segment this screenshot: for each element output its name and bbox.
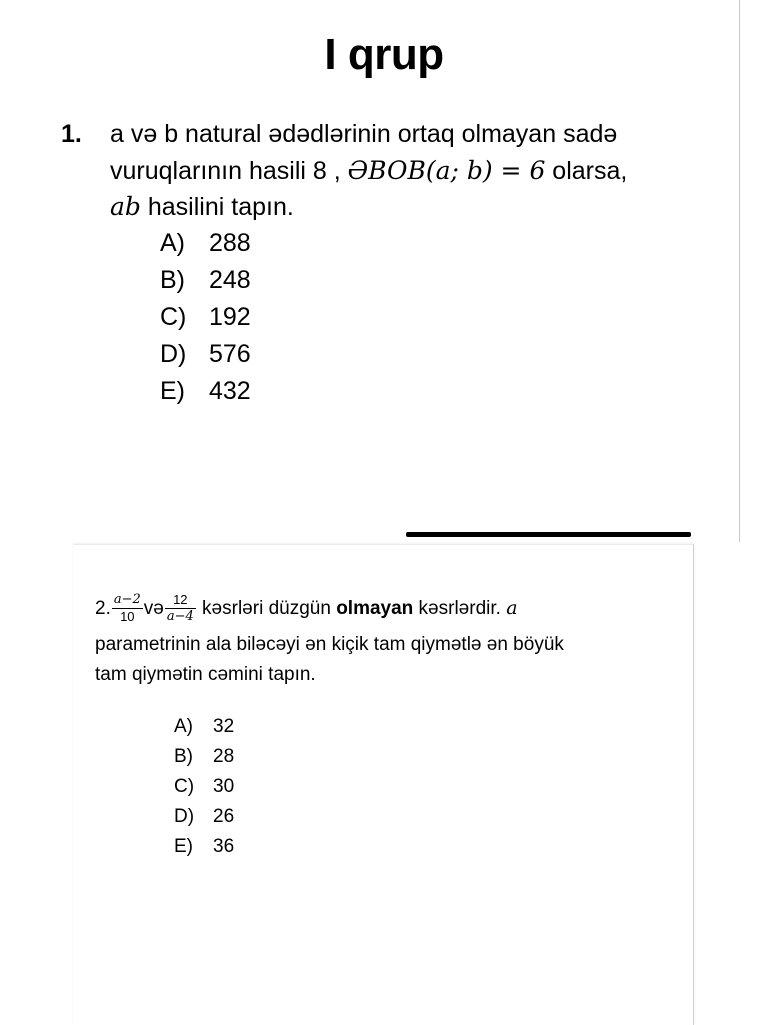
question-2-number: 2. (95, 598, 111, 619)
question-2-emphasis: olmayan (336, 598, 414, 619)
question-2-line-2: parametrinin ala biləcəyi ən kiçik tam qiymətlə ən böyük (95, 634, 564, 655)
question-1-line-3 (110, 190, 294, 224)
question-2-line-1 (95, 586, 518, 631)
fraction-2-denominator: a−4 (166, 609, 194, 625)
question-1-option-c[interactable] (160, 300, 251, 334)
option-value: 248 (209, 266, 251, 294)
question-1-line-2-text: vuruqlarının hasili 8 , (110, 157, 348, 185)
horizontal-divider (406, 532, 691, 537)
option-letter: D) (160, 340, 187, 368)
option-letter: A) (160, 229, 185, 257)
page-title: I qrup (324, 30, 444, 79)
option-letter: A) (174, 716, 193, 737)
question-2-conjunction: və (143, 598, 164, 619)
option-letter: C) (174, 776, 195, 797)
question-2-option-e[interactable] (174, 834, 234, 860)
option-letter: B) (174, 746, 193, 767)
option-value: 192 (209, 303, 251, 331)
fraction-2-numerator: 12 (165, 592, 196, 609)
option-letter: D) (174, 806, 195, 827)
option-value: 30 (213, 776, 235, 797)
vertical-divider (739, 0, 740, 542)
question-1-option-d[interactable] (160, 337, 251, 371)
option-letter: C) (160, 303, 187, 331)
question-2-line-3: tam qiymətin cəmini tapın. (95, 664, 316, 685)
fraction-1-numerator: a−2 (113, 592, 141, 608)
option-value: 32 (213, 716, 235, 737)
question-1-option-e[interactable] (160, 374, 251, 408)
option-value: 576 (209, 340, 251, 368)
question-1-number: 1. (61, 120, 82, 148)
option-value: 288 (209, 229, 251, 257)
question-1-line-2-end: olarsa, (545, 157, 628, 185)
fraction-2 (165, 592, 196, 625)
question-1-option-b[interactable] (160, 263, 251, 297)
question-2-option-d[interactable] (174, 804, 234, 830)
question-2-text-a: kəsrləri düzgün (196, 598, 337, 619)
fraction-1 (112, 592, 143, 625)
question-1-line-1: a və b natural ədədlərinin ortaq olmayan sadə (110, 120, 618, 148)
option-value: 28 (213, 746, 235, 767)
option-value: 26 (213, 806, 235, 827)
question-2-option-c[interactable] (174, 774, 234, 800)
fraction-1-denominator: 10 (120, 609, 135, 625)
option-value: 36 (213, 836, 235, 857)
question-1-line-2 (110, 154, 627, 188)
question-1-product-variable: ab (110, 192, 141, 221)
option-letter: E) (174, 836, 193, 857)
question-2-parameter: a (506, 597, 518, 619)
question-2-option-a[interactable] (174, 714, 234, 740)
question-2-text-b: kəsrlərdir. (413, 598, 507, 619)
option-letter: E) (160, 377, 185, 405)
question-1-gcd-formula: ƏBOB(a; b) = 6 (347, 156, 546, 185)
option-value: 432 (209, 377, 251, 405)
question-2-option-b[interactable] (174, 744, 234, 770)
question-1-line-3-text: hasilini tapın. (140, 193, 294, 221)
option-letter: B) (160, 266, 185, 294)
question-1-option-a[interactable] (160, 226, 251, 260)
